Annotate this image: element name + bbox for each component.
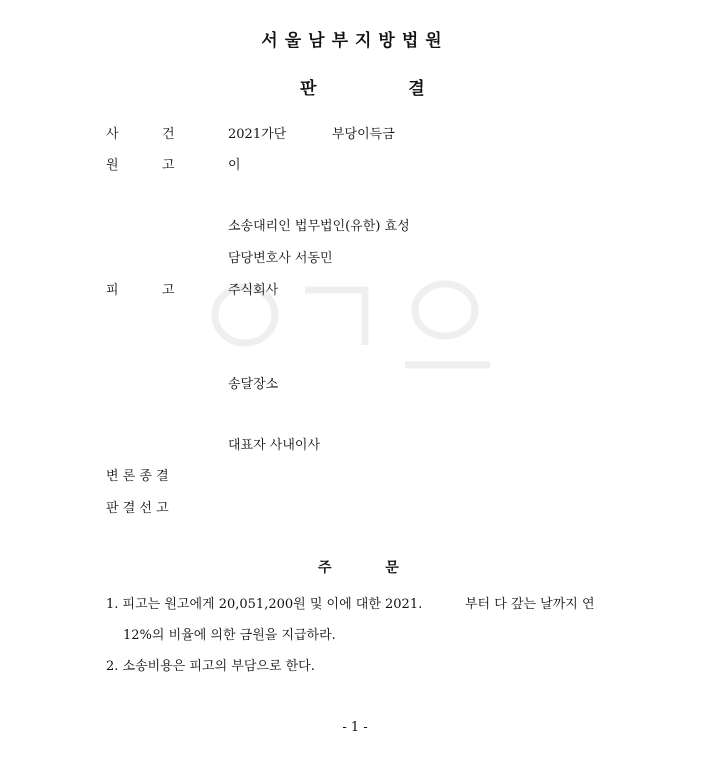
order-heading-right: 문: [385, 560, 399, 576]
page-number: - 1 -: [342, 720, 368, 735]
order-item-1-line-1b: 부터 다 갚는 날까지 연: [465, 597, 595, 612]
order-heading-left: 주: [318, 560, 332, 576]
plaintiff-name: 이: [228, 158, 241, 173]
case-label-1: 사: [106, 127, 119, 142]
hearing-closed-label: 변 론 종 결: [106, 469, 169, 484]
order-item-1-line-1a: 1. 피고는 원고에게 20,051,200원 및 이에 대한 2021.: [106, 597, 423, 612]
case-name: 부당이득금: [332, 127, 395, 142]
plaintiff-label-1: 원: [106, 158, 119, 173]
watermark: [205, 270, 495, 380]
defendant-name: 주식회사: [228, 283, 279, 298]
order-item-2: 2. 소송비용은 피고의 부담으로 한다.: [106, 659, 315, 674]
plaintiff-label-2: 고: [162, 158, 175, 173]
defendant-label-2: 고: [162, 283, 175, 298]
defendant-representative: 대표자 사내이사: [228, 438, 321, 453]
plaintiff-attorney: 담당변호사 서동민: [228, 251, 333, 266]
order-heading: [318, 557, 399, 577]
judgment-date-label: 판 결 선 고: [106, 501, 169, 516]
court-name: 서울남부지방법원: [261, 31, 449, 51]
plaintiff-counsel: 소송대리인 법무법인(유한) 효성: [228, 219, 410, 234]
document-title: [300, 74, 425, 99]
defendant-label-1: 피: [106, 283, 119, 298]
case-label-2: 건: [162, 127, 175, 142]
defendant-service-address: 송달장소: [228, 377, 279, 392]
case-number: 2021가단: [228, 127, 287, 142]
document-title-left: 판: [300, 79, 317, 99]
order-item-1-line-2: 12%의 비율에 의한 금원을 지급하라.: [123, 628, 336, 643]
document-title-right: 결: [408, 79, 425, 99]
